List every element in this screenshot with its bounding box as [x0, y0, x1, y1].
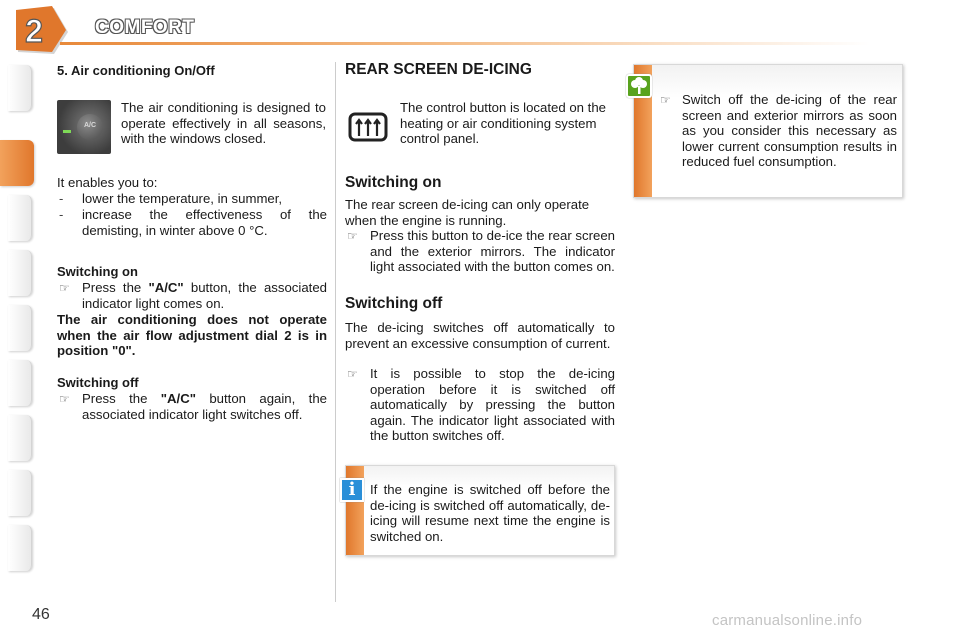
ac-switching-off-heading: Switching off [57, 375, 139, 390]
hand-bullet-icon: ☞ [347, 229, 358, 243]
info-icon: i [340, 478, 364, 502]
ac-off-pre: Press the [82, 391, 161, 406]
ac-warning: The air conditioning does not operate when the air flow adjustment dial 2 is in position "0". [57, 312, 327, 358]
hand-bullet-icon: ☞ [59, 281, 70, 295]
chapter-tab-5[interactable] [8, 305, 32, 351]
ac-knob-label: A/C [84, 122, 97, 129]
chapter-tab-9[interactable] [8, 525, 32, 571]
ac-on-post: button, the associated indicator light comes on. [82, 280, 327, 311]
deicing-off-text: The de-icing switches off automatically to prevent an excessive consumption of current. [345, 320, 615, 351]
chapter-tab-2-active[interactable] [0, 140, 34, 186]
ac-intro: The air conditioning is designed to operate effectively in all seasons, with the windows closed. [121, 100, 326, 146]
dash-bullet: - [59, 207, 64, 222]
chapter-tab-4[interactable] [8, 250, 32, 296]
column-divider [335, 62, 336, 602]
chapter-tab-rail [0, 65, 34, 575]
deicing-off-bullet: It is possible to stop the de-icing operation before it is switched off automatically by pressing the button again. The indicator light associated with the button switches off. [370, 366, 615, 443]
info-note-text: If the engine is switched off before the de-icing is switched off automatically, de-icing will resume next time the engine is switched on. [370, 482, 610, 544]
chapter-title: COMFORT [95, 17, 195, 38]
chapter-tab-1[interactable] [8, 65, 32, 111]
hand-bullet-icon: ☞ [347, 367, 358, 381]
info-note-box [345, 465, 615, 556]
eco-note-text: Switch off the de-icing of the rear screen and exterior mirrors as soon as you consider this necessary as lower current consumption results in reduced fuel consumption. [682, 92, 897, 169]
deicing-on-bullet: Press this button to de-ice the rear screen and the exterior mirrors. The indicator light associated with the button comes on. [370, 228, 615, 274]
deicing-on-text: The rear screen de-icing can only operate when the engine is running. [345, 197, 590, 228]
hand-bullet-icon: ☞ [660, 93, 671, 107]
ac-on-key: "A/C" [148, 280, 184, 295]
enables-item-2: increase the effectiveness of the demisting, in winter above 0 °C. [82, 207, 327, 238]
chapter-tab-7[interactable] [8, 415, 32, 461]
ac-off-post: button again, the associated indicator light switches off. [82, 391, 327, 422]
dash-bullet: - [59, 191, 64, 206]
ac-off-key: "A/C" [160, 391, 196, 406]
rear-demist-icon [346, 108, 390, 144]
ac-button-photo [57, 100, 111, 154]
enables-item-1: lower the temperature, in summer, [82, 191, 283, 206]
hand-bullet-icon: ☞ [59, 392, 70, 406]
watermark: carmanualsonline.info [712, 612, 863, 629]
chapter-tab-6[interactable] [8, 360, 32, 406]
rear-deicing-heading: REAR SCREEN DE-ICING [345, 61, 532, 78]
ac-switching-on-text [82, 280, 327, 311]
chapter-tab-3[interactable] [8, 195, 32, 241]
control-location-text: The control button is located on the heating or air conditioning system control panel. [400, 100, 607, 146]
deicing-switching-on-heading: Switching on [345, 174, 442, 191]
deicing-switching-off-heading: Switching off [345, 295, 443, 312]
chapter-tab-8[interactable] [8, 470, 32, 516]
chapter-number: 2 [25, 13, 43, 49]
chapter-badge [14, 6, 70, 56]
page-number: 46 [32, 606, 50, 623]
eco-note-box [633, 64, 903, 198]
ac-heading: 5. Air conditioning On/Off [57, 63, 215, 78]
header-rule [60, 42, 960, 45]
ac-indicator-led [63, 130, 71, 133]
eco-tree-icon [626, 74, 652, 98]
enables-label: It enables you to: [57, 175, 158, 190]
ac-on-pre: Press the [82, 280, 149, 295]
ac-switching-on-heading: Switching on [57, 264, 138, 279]
ac-switching-off-text [82, 391, 327, 422]
